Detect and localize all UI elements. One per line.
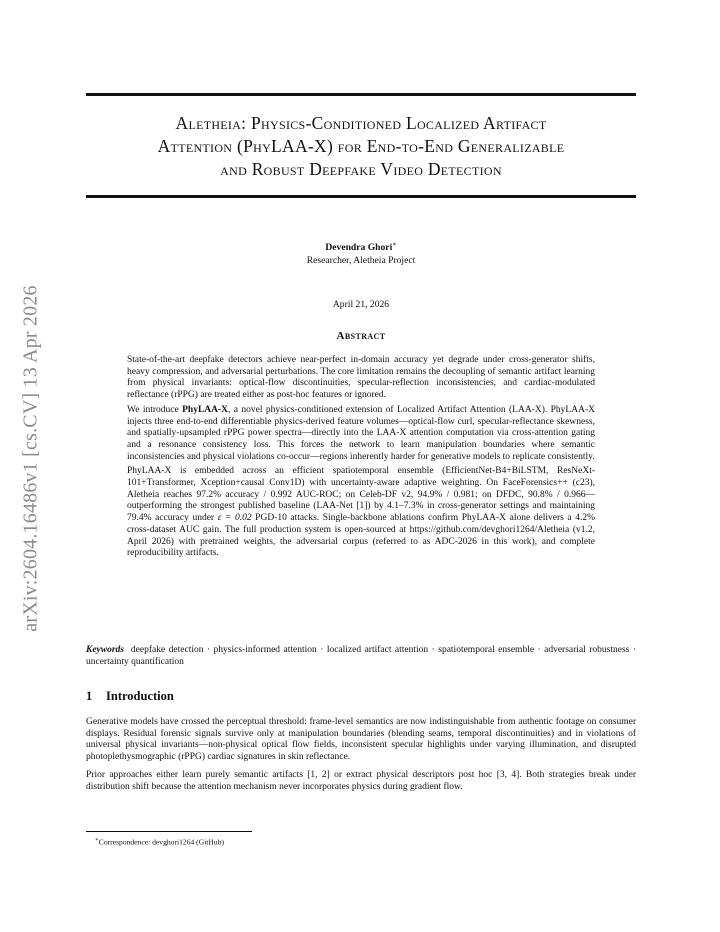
title-bottom-rule: [86, 195, 636, 198]
author-footnote-marker[interactable]: ∗: [392, 241, 397, 248]
author-affiliation: Researcher, Aletheia Project: [306, 254, 416, 266]
footnote: [95, 835, 635, 848]
abstract-body: [127, 355, 595, 563]
keywords-block: [86, 645, 636, 668]
section-title: Introduction: [106, 689, 174, 703]
abstract-p3-part-b: PGD-10 attacks. Single-backbone ablations confirm PhyLAA-X alone delivers a 4.2% cross-dataset AUC gain. The full production system is open-sourced at https://github.com/devghori1264/Aletheia (v1.2, April 2026) with pretrained weights, the adversarial corpus (referred to as ADC-2026 in this work), and complete reproducibility artifacts.: [127, 513, 595, 559]
title-top-rule: [86, 93, 636, 96]
title-line-2: Attention (PhyLAA-X) for End-to-End Generalizable: [157, 136, 565, 156]
abstract-p2-rest: , a novel physics-conditioned extension of Localized Artifact Attention (LAA-X). PhyLAA-X injects three end-to-end differentiable physics-derived feature volumes—optical-flow curl, specular-reflectance skewness, and spatially-upsampled rPPG power spectra—directly into the LAA-X attention computation via cross-attention gating and a resonance consistency loss. This forces the network to learn manipulation boundaries where semantic inconsistencies and physical violations co-occur—regions inherently harder for generative models to replicate consistently.: [127, 404, 595, 462]
section-number: 1: [86, 689, 93, 703]
intro-paragraph-2: Prior approaches either learn purely semantic artifacts [1, 2] or extract physical descriptors post hoc [3, 4]. Both strategies break under distribution shift because the attention mechanism never incorporates physics during gradient flow.: [86, 769, 636, 792]
paper-title: [86, 112, 636, 181]
intro-paragraph-1: Generative models have crossed the perceptual threshold: frame-level semantics are now indistinguishable from authentic footage on consumer displays. Residual forensic signals survive only at manipulation boundaries (blending seams, temporal discontinuities) and in violations of universal physical invariants—non-physical optical flow fields, inconsistent specular highlights under varying illumination, and disrupted photoplethysmographic (rPPG) cardiac signatures in skin reflectance.: [86, 717, 636, 763]
abstract-p3-part-a: PhyLAA-X is embedded across an efficient spatiotemporal ensemble (EfficientNet-B4+BiLSTM, ResNeXt-101+Transformer, Xception+causal Conv1D) with uncertainty-aware adaptive weighting. On FaceForensics++ (c23), Aletheia reaches 97.2% accuracy / 0.992 AUC-ROC; on Celeb-DF v2, 94.9% / 0.981; on DFDC, 90.8% / 0.966—outperforming the strongest published baseline (LAA-Net [1]) by 4.1–7.3% in cross-generator settings and maintaining 79.4% accuracy under: [127, 466, 595, 524]
footnote-marker: ∗: [95, 837, 99, 843]
abstract-paragraph-2: [127, 405, 595, 464]
section-heading-introduction: [86, 689, 636, 704]
title-line-3: and Robust Deepfake Video Detection: [220, 159, 502, 179]
keywords-text: deepfake detection · physics-informed attention · localized artifact attention · spatiotemporal ensemble · adversarial robustness · uncertainty quantification: [86, 645, 636, 667]
footnote-rule: [86, 831, 252, 832]
introduction-body: [86, 717, 636, 799]
footnote-text: Correspondence: devghori1264 (GitHub): [98, 837, 225, 847]
abstract-paragraph-1: State-of-the-art deepfake detectors achieve near-perfect in-domain accuracy yet degrade under cross-generator shifts, heavy compression, and adversarial perturbations. The core limitation remains the decoupling of semantic artifact learning from physical invariants: optical-flow discontinuities, specular-reflection inconsistencies, and cardiac-modulated reflectance (rPPG) are treated either as post-hoc features or ignored.: [127, 355, 595, 401]
abstract-heading: Abstract: [336, 330, 386, 342]
abstract-paragraph-3: [127, 466, 595, 560]
epsilon-expression: ε = 0.02: [217, 513, 252, 524]
abstract-p2-lead: We introduce: [127, 404, 183, 415]
paper-date: April 21, 2026: [332, 299, 390, 310]
arxiv-stamp-text: arXiv:2604.16486v1 [cs.CV] 13 Apr 2026: [19, 284, 42, 632]
title-line-1: Aletheia: Physics-Conditioned Localized Artifact: [175, 113, 547, 133]
arxiv-identifier-stamp: [14, 238, 48, 678]
author-name-text: Devendra Ghori: [325, 242, 393, 254]
author-block: [86, 239, 636, 267]
author-name: [86, 239, 636, 255]
keywords-label: Keywords: [86, 645, 124, 655]
method-name-bold: PhyLAA-X: [182, 404, 229, 415]
